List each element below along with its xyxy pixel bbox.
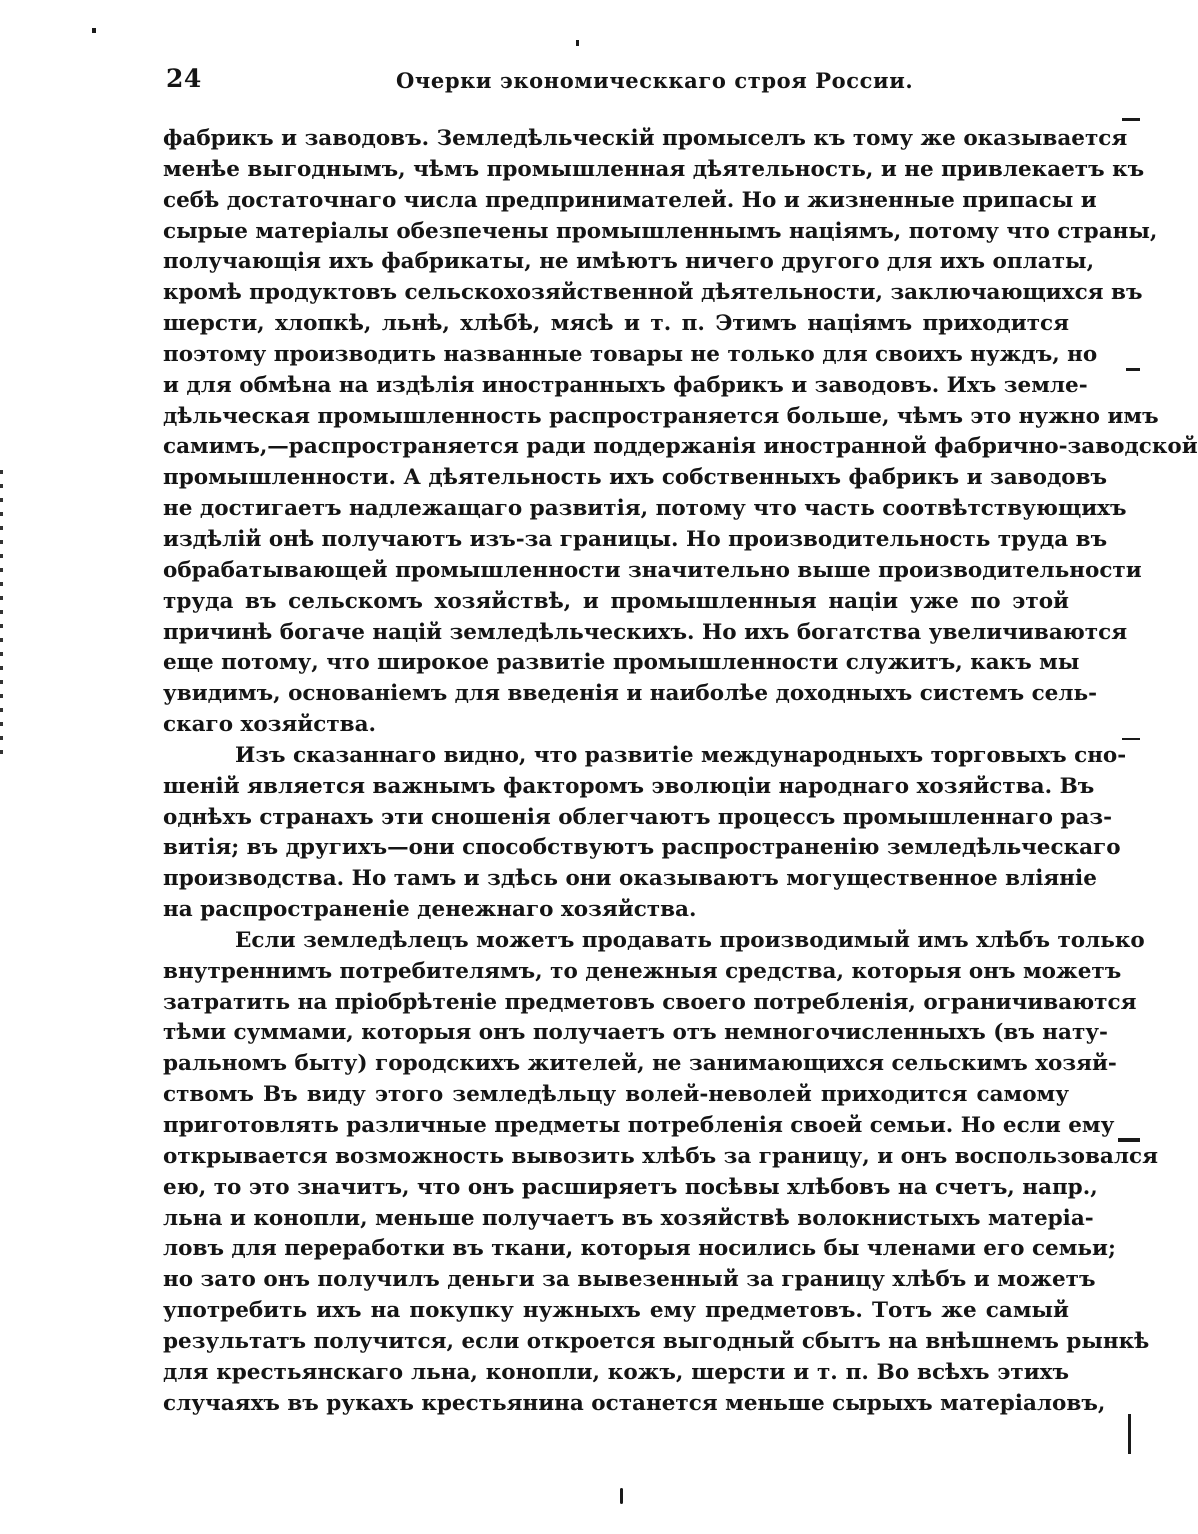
text-line: издѣлій онѣ получаютъ изъ-за границы. Но производительность труда въ (163, 526, 1108, 552)
text-line: приготовлять различные предметы потребленія своей семьи. Но если ему (163, 1113, 1115, 1138)
text-line: для крестьянскаго льна, конопли, кожъ, шерсти и т. п. Во всѣхъ этихъ (163, 1359, 1069, 1385)
text-line: кромѣ продуктовъ сельскохозяйственной дѣятельности, заключающихся въ (163, 280, 1143, 306)
text-line: производства. Но тамъ и здѣсь они оказываютъ могущественное вліяніе (163, 866, 1097, 892)
text-line: и для обмѣна на издѣлія иностранныхъ фабрикъ и заводовъ. Ихъ земле- (163, 372, 1088, 398)
text-line: труда въ сельскомъ хозяйствѣ, и промышленныя націи уже по этой (163, 588, 1069, 614)
text-line: ловъ для переработки въ ткани, которыя носились бы членами его семьи; (163, 1236, 1116, 1262)
scan-speck (620, 1488, 623, 1504)
text-line: Изъ сказаннаго видно, что развитіе международныхъ торговыхъ сно- (235, 742, 1127, 768)
text-line: промышленности. А дѣятельность ихъ собственныхъ фабрикъ и заводовъ (163, 465, 1108, 491)
text-line: ральномъ быту) городскихъ жителей, не занимающихся сельскимъ хозяй- (163, 1051, 1117, 1077)
text-line: еще потому, что широкое развитіе промышленности служитъ, какъ мы (163, 650, 1080, 676)
text-line: льна и конопли, меньше получаетъ въ хозяйствѣ волокнистыхъ матеріа- (163, 1205, 1094, 1231)
text-line: открывается возможность вывозить хлѣбъ за границу, и онъ воспользовался (163, 1143, 1158, 1169)
text-line: шерсти, хлопкѣ, льнѣ, хлѣбѣ, мясѣ и т. п. Этимъ націямъ приходится (163, 311, 1069, 337)
text-line: результатъ получится, если откроется выгодный сбытъ на внѣшнемъ рынкѣ (163, 1328, 1150, 1354)
text-line: внутреннимъ потребителямъ, то денежныя средства, которыя онъ можетъ (163, 958, 1122, 984)
text-line: однѣхъ странахъ эти сношенія облегчаютъ процессъ промышленнаго раз- (163, 804, 1113, 830)
text-line: Если земледѣлецъ можетъ продавать производимый имъ хлѣбъ только (235, 927, 1145, 953)
text-line: ствомъ Въ виду этого земледѣльцу волей-неволей приходится самому (163, 1082, 1069, 1108)
text-line: ею, то это значитъ, что онъ расширяетъ посѣвы хлѣбовъ на счетъ, напр., (163, 1174, 1098, 1200)
text-line: сырые матеріалы обезпечены промышленнымъ націямъ, потому что страны, (163, 218, 1158, 244)
scan-speck (1118, 1138, 1140, 1142)
text-line: не достигаетъ надлежащаго развитія, потому что часть соотвѣтствующихъ (163, 496, 1127, 522)
text-line: но зато онъ получилъ деньги за вывезенный за границу хлѣбъ и можетъ (163, 1267, 1096, 1293)
text-line: витія; въ другихъ—они способствуютъ распространенію земледѣльческаго (163, 835, 1121, 861)
page-number: 24 (166, 64, 202, 93)
running-head (166, 64, 1068, 104)
text-line: случаяхъ въ рукахъ крестьянина останется меньше сырыхъ матеріаловъ, (163, 1390, 1106, 1416)
scan-speck (1122, 738, 1140, 740)
text-line: на распространеніе денежнаго хозяйства. (163, 897, 697, 923)
text-line: менѣе выгоднымъ, чѣмъ промышленная дѣятельность, и не привлекаетъ къ (163, 156, 1145, 182)
scan-speck (1128, 1414, 1131, 1454)
text-line: увидимъ, основаніемъ для введенія и наиболѣе доходныхъ системъ сель- (163, 681, 1098, 707)
text-line: причинѣ богаче націй земледѣльческихъ. Но ихъ богатства увеличиваются (163, 619, 1128, 645)
text-line: получающія ихъ фабрикаты, не имѣютъ ничего другого для ихъ оплаты, (163, 249, 1095, 275)
text-line: поэтому производить названные товары не только для своихъ нуждъ, но (163, 341, 1098, 367)
text-line: скаго хозяйства. (163, 712, 377, 738)
scan-speck (1122, 118, 1140, 121)
text-line: дѣльческая промышленность распространяется больше, чѣмъ это нужно имъ (163, 403, 1159, 429)
body-text (163, 124, 1198, 1419)
scan-speck (1126, 368, 1140, 371)
scan-speck (92, 28, 96, 33)
text-line: употребить ихъ на покупку нужныхъ ему предметовъ. Тотъ же самый (163, 1298, 1069, 1324)
text-line: тѣми суммами, которыя онъ получаетъ отъ немногочисленныхъ (въ нату- (163, 1020, 1108, 1046)
text-line: шеній является важнымъ факторомъ эволюціи народнаго хозяйства. Въ (163, 773, 1095, 799)
text-line: обрабатывающей промышленности значительно выше производительности (163, 557, 1142, 583)
text-line: самимъ,—распространяется ради поддержанія иностранной фабрично-заводской (163, 434, 1198, 460)
text-line: фабрикъ и заводовъ. Земледѣльческій промыселъ къ тому же оказывается (163, 126, 1128, 151)
scan-speck (576, 40, 579, 46)
text-line: затратить на пріобрѣтеніе предметовъ своего потребленія, ограничиваются (163, 989, 1137, 1015)
text-line: себѣ достаточнаго числа предпринимателей. Но и жизненные припасы и (163, 187, 1097, 213)
scan-margin-artifact (0, 470, 3, 760)
running-title: Очерки экономическкаго строя России. (396, 68, 914, 93)
